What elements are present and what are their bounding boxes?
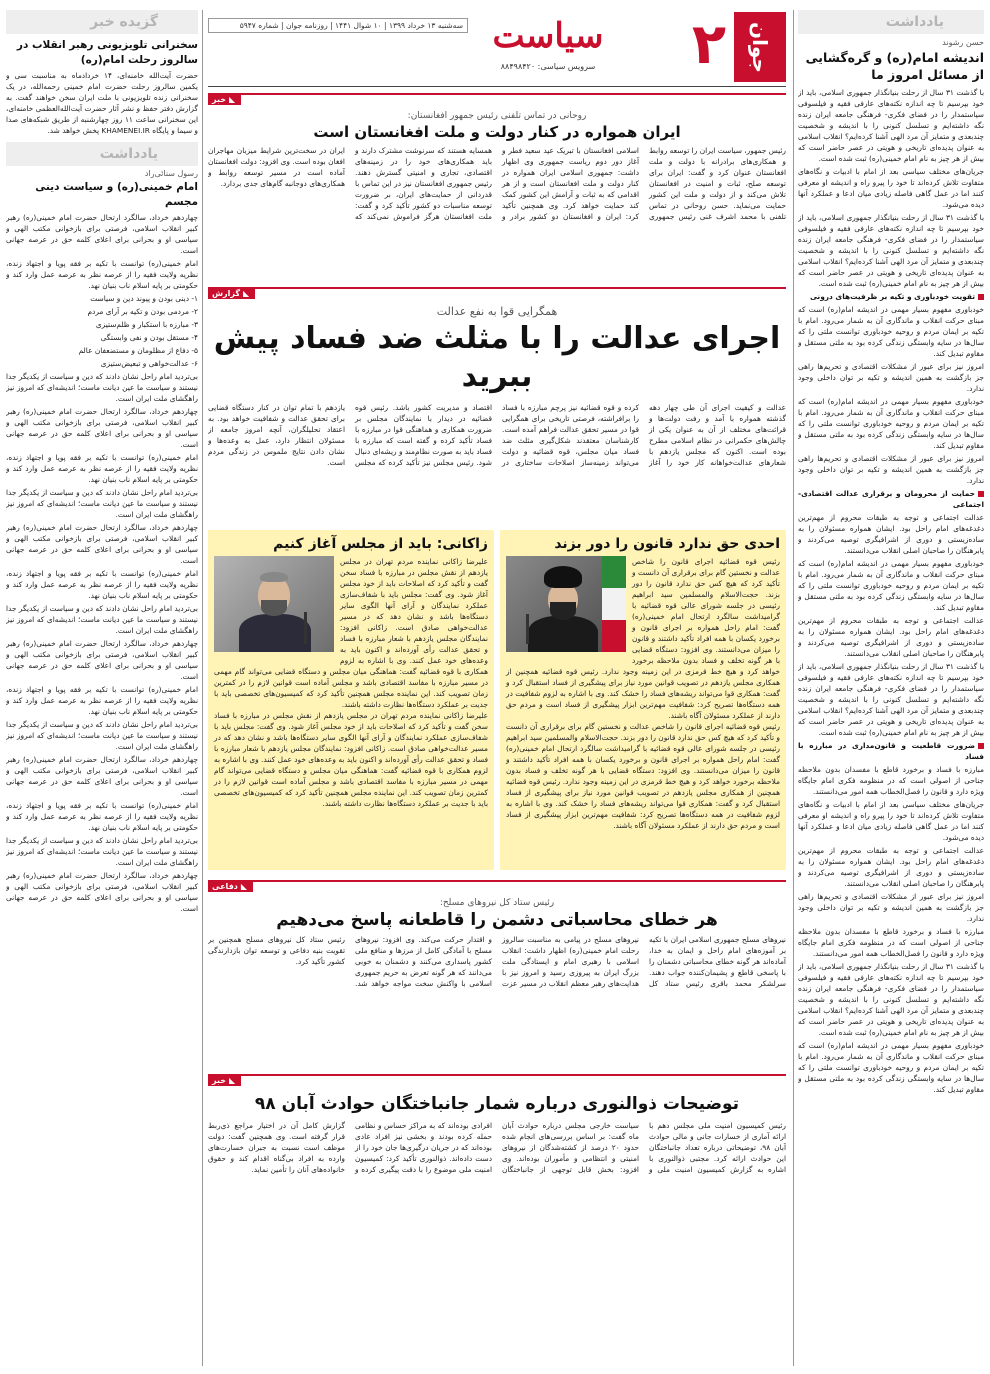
robe [528,616,598,652]
story-title: امام خمینی(ره) و سیاست دینی مجسم [35,181,198,208]
logo [734,12,786,82]
paragraph: مبارزه با فساد و برخورد قاطع با مفسدان بدون ملاحظه جناحی از اصولی است که در منظومه فکری امام جایگاه ویژه دارد و قانون را فصل‌الخطاب همه امور می‌دانستند. [798,765,984,796]
paragraph: امروز نیز برای عبور از مشکلات اقتصادی و تحریم‌ها راهی جز بازگشت به همین اندیشه و تکیه بر توان داخلی وجود ندارد. [798,454,984,485]
paragraph: با گذشت ۳۱ سال از رحلت بنیانگذار جمهوری اسلامی، باید از خود بپرسیم تا چه اندازه نکته‌های عارفی فقیه و فیلسوفی سیاستمدار را در فضای فکری- فرهنگی جامعه ایران زنده نگه داشته‌ایم و تسلسل کنونی را با اندیشه و شخصیت چندبعدی و متمایز آن مرد الهی آشنا کرده‌ایم؟ انقلاب اسلامی به عنوان پدیده‌ای تاریخی و هویتی در عصر حاضر است که بیش از هر چیز به نام امام خمینی(ره) ثبت شده است. [798,213,984,288]
kicker: روحانی در تماس تلفنی رئیس جمهور افغانستان: [407,111,587,121]
list-item: ۴- مستقل بودن و نفی وابستگی [100,333,198,342]
paragraph: بی‌تردید امام راحل نشان دادند که دین و سیاست از یکدیگر جدا نیستند و سیاست ما عین دیانت ماست؛ اندیشه‌ای که امروز نیز راهگشای ملت ایران است. [6,836,198,867]
paragraph: بی‌تردید امام راحل نشان دادند که دین و سیاست از یکدیگر جدا نیستند و سیاست ما عین دیانت ماست؛ اندیشه‌ای که امروز نیز راهگشای ملت ایران است. [6,720,198,751]
section-title: سیاست [492,16,604,56]
box-body: رئیس قوه قضائیه اجرای قانون را شاخص عدالت و نخستین گام برای برقراری آن دانست و تأکید کرد که هیچ کس حق ندارد قانون را دور بزند. حجت‌الاسلام والمسلمین سید ابراهیم رئیسی در جلسه شورای عالی قوه قضائیه با گرامیداشت سالگرد ارتحال امام خمینی(ره) گفت: امام راحل همواره بر اجرای قانون و برخورد یکسان با همه افراد تأکید داشتند و قانون را میزان می‌دانستند. وی افزود: دستگاه قضایی با هر گونه تخلف و فساد بدون ملاحظه برخورد خواهد کرد و هیچ خط قرمزی در این زمینه وجود ندارد. رئیس قوه قضائیه همچنین از همکاری مجلس یازدهم در تصویب قوانین مورد نیاز برای پیشگیری از فساد استقبال کرد و گفت: همکاری قوا می‌تواند ریشه‌های فساد را خشک کند. وی با اشاره به لزوم شفافیت در همه دستگاه‌ها تصریح کرد: شفافیت مهم‌ترین ابزار پیشگیری از فساد است و مردم حق دارند از عملکرد مسئولان آگاه باشند. [506,557,780,720]
right-column-author: حسن رشوند [942,38,984,47]
section-flag [208,1075,241,1086]
paragraph: امروز نیز برای عبور از مشکلات اقتصادی و تحریم‌ها راهی جز بازگشت به همین اندیشه و تکیه بر توان داخلی وجود ندارد. [798,362,984,393]
section-label: خبر [212,1076,227,1085]
paragraph: خودباوری مفهوم بسیار مهمی در اندیشه امام(ره) است که مبنای حرکت انقلاب و ماندگاری آن به شمار می‌رود. امام با تکیه بر ایمان مردم و روحیه خودباوری توانست ملتی را که سال‌ها در سایه وابستگی زندگی کرده بود به ملتی مستقل و مقاوم تبدیل کند. [798,397,984,450]
list-item: ۵- دفاع از مظلومان و مستضعفان عالم [78,346,198,355]
story-body: عدالت و کیفیت اجرای آن طی چهار دهه گذشته همواره با آمد و رفت دولت‌ها و قرائت‌های مختلف از آن به عنوان یکی از چالش‌های حکمرانی در نظام اسلامی مطرح بوده است. اکنون که مجلس یازدهم با شعارهای عدالت‌خواهانه کار خود را آغاز کرده و قوه قضائیه نیز پرچم مبارزه با فساد را برافراشته، فرصتی تاریخی برای همگرایی قوا در مسیر تحقق عدالت فراهم آمده است. کارشناسان معتقدند شکل‌گیری مثلث ضد فساد میان مجلس، قوه قضائیه و دولت می‌تواند زمینه‌ساز اصلاحات ساختاری در اقتصاد و مدیریت کشور باشد. رئیس قوه قضائیه در دیدار با نمایندگان مجلس بر ضرورت همکاری و هماهنگی قوا در مبارزه با فساد تأکید کرده و گفته است که مبارزه با فساد باید به صورت نظام‌مند و ریشه‌ای دنبال شود. رئیس مجلس نیز تأکید کرده که مجلس یازدهم با تمام توان در کنار دستگاه قضایی برای تحقق عدالت و شفافیت خواهد بود. به اعتقاد تحلیلگران، آنچه امروز جامعه از مسئولان انتظار دارد، عمل به وعده‌ها و نشان دادن نتایج ملموس در زندگی مردم است. [208,403,786,467]
right-column-header [798,10,984,34]
turban [544,566,582,588]
box-headline: احدی حق ندارد قانون را دور بزند [554,536,780,552]
paragraph: امام خمینی(ره) توانست با تکیه بر فقه پویا و اجتهاد زنده، نظریه ولایت فقیه را از عرصه نظر به عرصه عمل وارد کند و حکومتی بر پایه اسلام ناب بنیان نهد. [6,801,198,832]
left-column-header [6,10,198,34]
section-flag [208,94,241,105]
subheading [798,740,984,762]
paragraph: امام خمینی(ره) توانست با تکیه بر فقه پویا و اجتهاد زنده، نظریه ولایت فقیه را از عرصه نظر به عرصه عمل وارد کند و حکومتی بر پایه اسلام ناب بنیان نهد. [6,685,198,716]
paragraph: جریان‌های مختلف سیاسی بعد از امام با ادبیات و نگاه‌های متفاوت تلاش کرده‌اند تا خود را پیرو راه و اندیشه او معرفی کنند اما در عمل گاهی فاصله زیادی میان ادعا و عملکرد آنها دیده می‌شود. [798,800,984,842]
headline: اجرای عدالت را با مثلث ضد فساد پیش ببرید [213,321,781,394]
section-flag [208,288,255,299]
kicker: رئیس ستاد کل نیروهای مسلح: [439,898,555,908]
section-bar [208,880,786,896]
story-body: رئیس جمهور، سیاست ایران را توسعه روابط و همکاری‌های برادرانه با دولت و ملت افغانستان عنوان کرد و گفت: ایران برای توسعه صلح، ثبات و امنیت در افغانستان تلاش می‌کند و از دولت و ملت این کشور حمایت می‌نماید. حسن روحانی در تماس تلفنی با محمد اشرف غنی رئیس جمهوری اسلامی افغانستان با تبریک عید سعید فطر و آغاز دور دوم ریاست جمهوری وی اظهار داشت: جمهوری اسلامی ایران همواره در کنار دولت و ملت افغانستان است و از هر اقدامی که به ثبات و آرامش این کشور کمک کند حمایت خواهد کرد. وی همچنین تأکید کرد: ایران و افغانستان دو کشور برادر و همسایه هستند که سرنوشت مشترک دارند و باید همکاری‌های خود را در زمینه‌های اقتصادی، تجاری و امنیتی گسترش دهند. رئیس جمهوری افغانستان نیز در این تماس با قدردانی از حمایت‌های ایران، بر ضرورت توسعه مناسبات دو کشور تأکید کرد و گفت: ملت افغانستان هرگز فراموش نمی‌کند که ایران در سخت‌ترین شرایط میزبان مهاجران افغان بوده است. وی افزود: دولت افغانستان آماده است در مسیر توسعه روابط و همکاری‌های دوجانبه گام‌های جدی بردارد. [208,146,786,221]
paragraph: با گذشت ۳۱ سال از رحلت بنیانگذار جمهوری اسلامی، باید از خود بپرسیم تا چه اندازه نکته‌های عارفی فقیه و فیلسوفی سیاستمدار را در فضای فکری- فرهنگی جامعه ایران زنده نگه داشته‌ایم و تسلسل کنونی را با اندیشه و شخصیت چندبعدی و متمایز آن مرد الهی آشنا کرده‌ایم؟ انقلاب اسلامی به عنوان پدیده‌ای تاریخی و هویتی در عصر حاضر است که بیش از هر چیز به نام امام خمینی(ره) ثبت شده است. [798,962,984,1037]
paragraph: خودباوری مفهوم بسیار مهمی در اندیشه امام(ره) است که مبنای حرکت انقلاب و ماندگاری آن به شمار می‌رود. امام با تکیه بر ایمان مردم و روحیه خودباوری توانست ملتی را که سال‌ها در سایه وابستگی زندگی کرده بود به ملتی مستقل و مقاوم تبدیل کند. [798,1041,984,1094]
subheading-text: حمایت از محرومان و برقراری عدالت اقتصادی- اجتماعی [798,489,984,509]
suit [239,614,311,652]
photo-raisi [506,556,626,652]
story-body: نیروهای مسلح جمهوری اسلامی ایران با تکیه بر آموزه‌های امام راحل و ایمان به خدا، آماده‌اند هر گونه خطای محاسباتی دشمنان را با پاسخی قاطع و پشیمان‌کننده جواب دهند. سرلشکر محمد باقری رئیس ستاد کل نیروهای مسلح در پیامی به مناسبت سالروز رحلت امام خمینی(ره) اظهار داشت: انقلاب اسلامی با رهبری امام و ایستادگی ملت بزرگ ایران به پیروزی رسید و امروز نیز با هدایت‌های رهبر معظم انقلاب در مسیر عزت و اقتدار حرکت می‌کند. وی افزود: نیروهای مسلح با آمادگی کامل از مرزها و منافع ملی کشور پاسداری می‌کنند و دشمنان به خوبی می‌دانند که هر گونه تعرض به حریم جمهوری اسلامی با واکنش سخت مواجه خواهد شد. رئیس ستاد کل نیروهای مسلح همچنین بر تقویت بنیه دفاعی و توسعه توان بازدارندگی کشور تأکید کرد. [208,935,786,988]
left-column-header-2 [6,142,198,166]
section-bar [208,1074,786,1090]
center-area [208,10,786,1366]
flag-stripe [602,620,626,652]
section-flag [208,881,253,892]
story-body: حضرت آیت‌الله خامنه‌ای، ۱۴ خردادماه به مناسبت سی و یکمین سالروز رحلت حضرت امام خمینی رحمه‌الله، در یک سخنرانی زنده تلویزیونی با ملت ایران سخن خواهند گفت. به گزارش دفتر حفظ و نشر آثار حضرت آیت‌الله‌العظمی خامنه‌ای، این سخنرانی ساعت ۱۱ روز چهارشنبه از طریق شبکه‌های صدا و سیما و پایگاه KHAMENEI.IR پخش خواهد شد. [6,71,198,135]
section-bar [208,93,786,109]
section-phone: سرویس سیاسی: ۸۸۴۹۸۴۲۰ [500,62,596,71]
section-label: خبر [212,95,227,104]
paragraph: بی‌تردید امام راحل نشان دادند که دین و سیاست از یکدیگر جدا نیستند و سیاست ما عین دیانت ماست؛ اندیشه‌ای که امروز نیز راهگشای ملت ایران است. [6,372,198,403]
paragraph: مبارزه با فساد و برخورد قاطع با مفسدان بدون ملاحظه جناحی از اصولی است که در منظومه فکری امام جایگاه ویژه دارد و قانون را فصل‌الخطاب همه امور می‌دانستند. [798,927,984,958]
paragraph: چهاردهم خرداد، سالگرد ارتحال حضرت امام خمینی(ره) رهبر کبیر انقلاب اسلامی، فرصتی برای بازخوانی مکتب الهی و سیاسی او و بحرانی برای اعلای کلمه حق در عرصه جهانی است. [6,213,198,255]
subheading [798,291,984,302]
hair [260,572,288,582]
arrow-icon: ◣ [229,1076,236,1085]
left-column-header-label: گزیده خبر [90,14,158,30]
list-item: ۳- مبارزه با استکبار و ظلم‌ستیزی [95,320,198,329]
paragraph: چهاردهم خرداد، سالگرد ارتحال حضرت امام خمینی(ره) رهبر کبیر انقلاب اسلامی، فرصتی برای بازخوانی مکتب الهی و سیاسی او و بحرانی برای اعلای کلمه حق در عرصه جهانی است. [6,639,198,681]
column-divider [793,10,794,1366]
story-title: سخنرانی تلویزیونی رهبر انقلاب در سالروز رحلت امام(ره) [16,39,198,66]
bullet-square-icon [978,294,984,300]
beard [261,600,287,616]
paragraph: امام خمینی(ره) توانست با تکیه بر فقه پویا و اجتهاد زنده، نظریه ولایت فقیه را از عرصه نظر به عرصه عمل وارد کند و حکومتی بر پایه اسلام ناب بنیان نهد. [6,259,198,290]
paragraph: چهاردهم خرداد، سالگرد ارتحال حضرت امام خمینی(ره) رهبر کبیر انقلاب اسلامی، فرصتی برای بازخوانی مکتب الهی و سیاسی او و بحرانی برای اعلای کلمه حق در عرصه جهانی است. [6,523,198,565]
subheading-text: تقویت خودباوری و تکیه بر ظرفیت‌های درونی [809,292,975,301]
masthead [208,10,786,87]
box-body: رئیس قوه قضائیه اجرای قانون را شاخص عدالت و نخستین گام برای برقراری آن دانست و تأکید کرد که هیچ کس حق ندارد قانون را دور بزند. حجت‌الاسلام والمسلمین سید ابراهیم رئیسی در جلسه شورای عالی قوه قضائیه با گرامیداشت سالگرد ارتحال امام خمینی(ره) گفت: امام راحل همواره بر اجرای قانون و برخورد یکسان با همه افراد تأکید داشتند و قانون را میزان می‌دانستند. وی افزود: دستگاه قضایی با هر گونه تخلف و فساد بدون ملاحظه برخورد خواهد کرد و هیچ خط قرمزی در این زمینه وجود ندارد. رئیس قوه قضائیه همچنین از همکاری مجلس یازدهم در تصویب قوانین مورد نیاز برای پیشگیری از فساد استقبال کرد و گفت: همکاری قوا می‌تواند ریشه‌های فساد را خشک کند. وی با اشاره به لزوم شفافیت در همه دستگاه‌ها تصریح کرد: شفافیت مهم‌ترین ابزار پیشگیری از فساد است و مردم حق دارند از عملکرد مسئولان آگاه باشند. [506,722,780,830]
story-body: رئیس کمیسیون امنیت ملی مجلس دهم با ارائه آماری از خسارات جانی و مالی حوادث آبان ۹۸، توضیحاتی درباره تعداد جانباختگان این حوادث ارائه کرد. مجتبی ذوالنوری با اشاره به گزارش کمیسیون امنیت ملی و سیاست خارجی مجلس درباره حوادث آبان ماه گفت: بر اساس بررسی‌های انجام شده حدود ۲۰ درصد از کشته‌شدگان از نیروهای امنیتی و انتظامی و مأموران بوده‌اند. وی افزود: بخش قابل توجهی از جانباختگان افرادی بوده‌اند که به مراکز حساس و نظامی حمله کرده بودند و بخشی نیز افراد عادی بوده‌اند که در جریان درگیری‌ها جان خود را از دست داده‌اند. ذوالنوری تأکید کرد: کمیسیون امنیت ملی موضوع را با دقت پیگیری کرده و گزارش کامل آن در اختیار مراجع ذی‌ربط قرار گرفته است. وی همچنین گفت: دولت موظف است نسبت به جبران خسارت‌های وارده به افراد بی‌گناه اقدام کند و حقوق خانواده‌های آنان را تأمین نماید. [208,1121,786,1174]
microphone [304,612,307,644]
right-column [798,10,984,1366]
photo-zakani [214,556,334,652]
headline: ایران همواره در کنار دولت و ملت افغانستان است [313,123,681,141]
left-column [6,10,198,1366]
paragraph: با گذشت ۳۱ سال از رحلت بنیانگذار جمهوری اسلامی، باید از خود بپرسیم تا چه اندازه نکته‌های عارفی فقیه و فیلسوفی سیاستمدار را در فضای فکری- فرهنگی جامعه ایران زنده نگه داشته‌ایم و تسلسل کنونی را با اندیشه و شخصیت چندبعدی و متمایز آن مرد الهی آشنا کرده‌ایم؟ انقلاب اسلامی به عنوان پدیده‌ای تاریخی و هویتی در عصر حاضر است که بیش از هر چیز به نام امام خمینی(ره) ثبت شده است. [798,662,984,737]
paragraph: عدالت اجتماعی و توجه به طبقات محروم از مهم‌ترین دغدغه‌های امام راحل بود. ایشان همواره مسئولان را به ساده‌زیستی و دوری از اشرافیگری توصیه می‌کردند و پابرهنگان را صاحبان اصلی انقلاب می‌دانستند. [798,513,984,555]
paragraph: امام خمینی(ره) توانست با تکیه بر فقه پویا و اجتهاد زنده، نظریه ولایت فقیه را از عرصه نظر به عرصه عمل وارد کند و حکومتی بر پایه اسلام ناب بنیان نهد. [6,453,198,484]
subheading-text: ضرورت قاطعیت و قانون‌مداری در مبارزه با فساد [798,741,984,761]
section-label: گزارش [212,289,241,298]
dateline: سه‌شنبه ۱۳ خرداد ۱۳۹۹ | ۱۰ شوال ۱۴۴۱ | روزنامه جوان | شماره ۵۹۴۷ [208,18,468,33]
arrow-icon: ◣ [240,882,248,891]
beard [550,602,576,620]
section-label: دفاعی [212,882,238,891]
paragraph: بی‌تردید امام راحل نشان دادند که دین و سیاست از یکدیگر جدا نیستند و سیاست ما عین دیانت ماست؛ اندیشه‌ای که امروز نیز راهگشای ملت ایران است. [6,488,198,519]
bullet-square-icon [978,743,984,749]
flag-stripe [602,588,626,620]
paragraph: چهاردهم خرداد، سالگرد ارتحال حضرت امام خمینی(ره) رهبر کبیر انقلاب اسلامی، فرصتی برای بازخوانی مکتب الهی و سیاسی او و بحرانی برای اعلای کلمه حق در عرصه جهانی است. [6,871,198,913]
kicker: همگرایی قوا به نفع عدالت [436,305,558,318]
bullet-square-icon [978,491,984,497]
right-column-header-label: یادداشت [885,14,944,30]
list-item: ۱- دینی بودن و پیوند دین و سیاست [90,294,198,303]
story-body [6,212,198,914]
arrow-icon: ◣ [229,95,236,104]
paragraph: جریان‌های مختلف سیاسی بعد از امام با ادبیات و نگاه‌های متفاوت تلاش کرده‌اند تا خود را پیرو راه و اندیشه او معرفی کنند اما در عمل گاهی فاصله زیادی میان ادعا و عملکرد آنها دیده می‌شود. [798,167,984,209]
left-column-header-2-label: یادداشت [99,146,158,162]
right-column-body [798,87,984,1095]
microphone [526,614,529,644]
paragraph: چهاردهم خرداد، سالگرد ارتحال حضرت امام خمینی(ره) رهبر کبیر انقلاب اسلامی، فرصتی برای بازخوانی مکتب الهی و سیاسی او و بحرانی برای اعلای کلمه حق در عرصه جهانی است. [6,407,198,449]
author: رسول سنائی‌راد [144,169,198,178]
paragraph: امام خمینی(ره) توانست با تکیه بر فقه پویا و اجتهاد زنده، نظریه ولایت فقیه را از عرصه نظر به عرصه عمل وارد کند و حکومتی بر پایه اسلام ناب بنیان نهد. [6,569,198,600]
paragraph: بی‌تردید امام راحل نشان دادند که دین و سیاست از یکدیگر جدا نیستند و سیاست ما عین دیانت ماست؛ اندیشه‌ای که امروز نیز راهگشای ملت ایران است. [6,604,198,635]
paragraph: با گذشت ۳۱ سال از رحلت بنیانگذار جمهوری اسلامی، باید از خود بپرسیم تا چه اندازه نکته‌های عارفی فقیه و فیلسوفی سیاستمدار را در فضای فکری- فرهنگی جامعه ایران زنده نگه داشته‌ایم و تسلسل کنونی را با اندیشه و شخصیت چندبعدی و متمایز آن مرد الهی آشنا کرده‌ایم؟ انقلاب اسلامی به عنوان پدیده‌ای تاریخی و هویتی در عصر حاضر است که بیش از هر چیز به نام امام خمینی(ره) ثبت شده است. [798,88,984,163]
subheading [798,488,984,510]
column-divider [202,10,203,1366]
list-item: ۶- عدالت‌خواهی و تبعیض‌ستیزی [100,359,198,368]
paragraph: چهاردهم خرداد، سالگرد ارتحال حضرت امام خمینی(ره) رهبر کبیر انقلاب اسلامی، فرصتی برای بازخوانی مکتب الهی و سیاسی او و بحرانی برای اعلای کلمه حق در عرصه جهانی است. [6,755,198,797]
headline: توضیحات ذوالنوری درباره شمار جانباختگان حوادث آبان ۹۸ [254,1094,740,1114]
box-right [500,530,786,870]
boxes-row [208,530,786,870]
paragraph: خودباوری مفهوم بسیار مهمی در اندیشه امام(ره) است که مبنای حرکت انقلاب و ماندگاری آن به شمار می‌رود. امام با تکیه بر ایمان مردم و روحیه خودباوری توانست ملتی را که سال‌ها در سایه وابستگی زندگی کرده بود به ملتی مستقل و مقاوم تبدیل کند. [798,559,984,612]
paragraph: عدالت اجتماعی و توجه به طبقات محروم از مهم‌ترین دغدغه‌های امام راحل بود. ایشان همواره مسئولان را به ساده‌زیستی و دوری از اشرافیگری توصیه می‌کردند و پابرهنگان را صاحبان اصلی انقلاب می‌دانستند. [798,616,984,658]
paragraph: عدالت اجتماعی و توجه به طبقات محروم از مهم‌ترین دغدغه‌های امام راحل بود. ایشان همواره مسئولان را به ساده‌زیستی و دوری از اشرافیگری توصیه می‌کردند و پابرهنگان را صاحبان اصلی انقلاب می‌دانستند. [798,846,984,888]
logo-text: جوان [748,21,772,73]
headline: هر خطای محاسباتی دشمن را قاطعانه پاسخ می‌دهیم [276,910,718,930]
box-headline: زاکانی: باید از مجلس آغاز کنیم [273,536,488,552]
box-body: علیرضا زاکانی نماینده مردم تهران در مجلس یازدهم از نقش مجلس در مبارزه با فساد سخن گفت و تأکید کرد که اصلاحات باید از خود مجلس آغاز شود. وی گفت: مجلس باید با شفاف‌سازی عملکرد نمایندگان و آرای آنها الگوی سایر دستگاه‌ها باشد و نشان دهد که در مسیر عدالت‌خواهی صادق است. زاکانی افزود: نمایندگان مجلس یازدهم با شعار مبارزه با فساد و تحقق عدالت رأی آورده‌اند و اکنون باید به وعده‌های خود عمل کنند. وی با اشاره به لزوم همکاری با قوه قضائیه گفت: هماهنگی میان مجلس و دستگاه قضایی می‌تواند گام مهمی در مسیر مبارزه با مفاسد اقتصادی باشد و مجلس آماده است قوانین لازم را در کمترین زمان تصویب کند. این نماینده مجلس همچنین تأکید کرد که کمیسیون‌های تخصصی باید با جدیت بر عملکرد دستگاه‌ها نظارت داشته باشند. [214,557,488,709]
section-bar [208,287,786,303]
page-number: ۲ [691,12,726,77]
arrow-icon: ◣ [243,289,250,298]
list-item: ۲- مردمی بودن و تکیه بر آرای مردم [87,307,198,316]
box-left [208,530,494,870]
paragraph: خودباوری مفهوم بسیار مهمی در اندیشه امام(ره) است که مبنای حرکت انقلاب و ماندگاری آن به شمار می‌رود. امام با تکیه بر ایمان مردم و روحیه خودباوری توانست ملتی را که سال‌ها در سایه وابستگی زندگی کرده بود به ملتی مستقل و مقاوم تبدیل کند. [798,305,984,358]
right-column-title: اندیشه امام(ره) و گره‌گشایی از مسائل امروز ما [805,50,984,82]
flag-stripe [602,556,626,588]
box-body: علیرضا زاکانی نماینده مردم تهران در مجلس یازدهم از نقش مجلس در مبارزه با فساد سخن گفت و تأکید کرد که اصلاحات باید از خود مجلس آغاز شود. وی گفت: مجلس باید با شفاف‌سازی عملکرد نمایندگان و آرای آنها الگوی سایر دستگاه‌ها باشد و نشان دهد که در مسیر عدالت‌خواهی صادق است. زاکانی افزود: نمایندگان مجلس یازدهم با شعار مبارزه با فساد و تحقق عدالت رأی آورده‌اند و اکنون باید به وعده‌های خود عمل کنند. وی با اشاره به لزوم همکاری با قوه قضائیه گفت: هماهنگی میان مجلس و دستگاه قضایی می‌تواند گام مهمی در مسیر مبارزه با مفاسد اقتصادی باشد و مجلس آماده است قوانین لازم را در کمترین زمان تصویب کند. این نماینده مجلس همچنین تأکید کرد که کمیسیون‌های تخصصی باید با جدیت بر عملکرد دستگاه‌ها نظارت داشته باشند. [214,711,488,808]
paragraph: امروز نیز برای عبور از مشکلات اقتصادی و تحریم‌ها راهی جز بازگشت به همین اندیشه و تکیه بر توان داخلی وجود ندارد. [798,892,984,923]
